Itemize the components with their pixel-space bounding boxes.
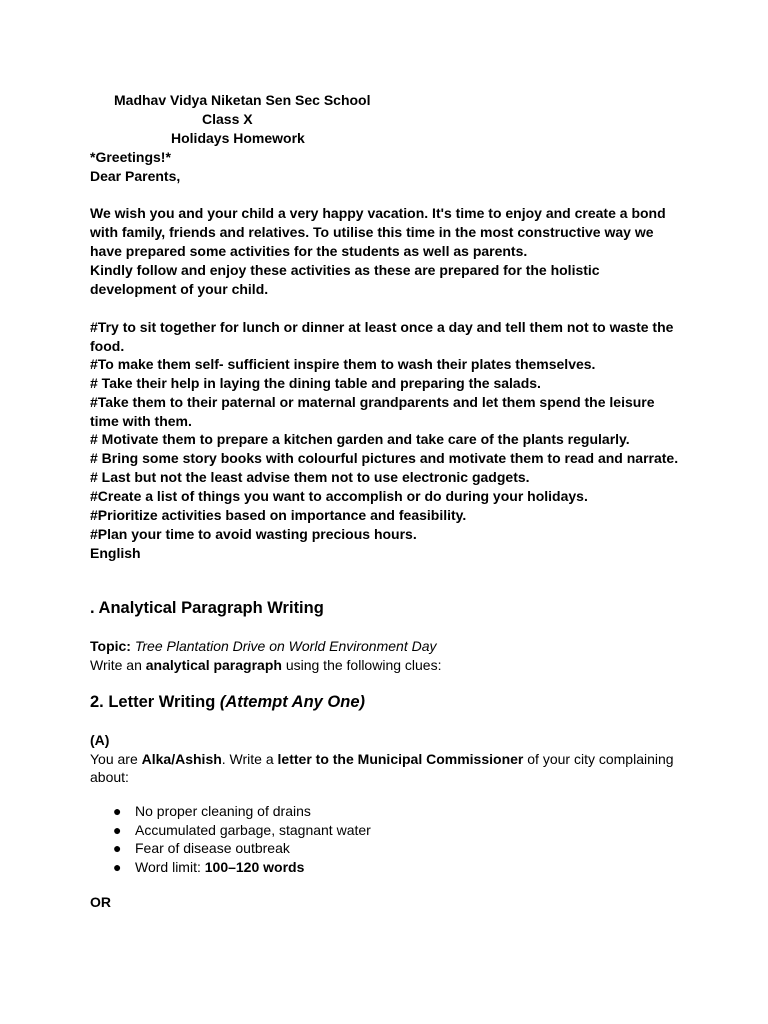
activity-line: #To make them self- sufficient inspire them to wash their plates themselves. [90, 356, 596, 372]
section-heading-letter [90, 693, 365, 712]
instruction-text: using the following clues: [281, 657, 442, 673]
task-name: Alka/Ashish [141, 751, 222, 767]
task-text: of your city complaining [523, 751, 674, 767]
topic-line [90, 637, 437, 656]
school-name: Madhav Vidya Niketan Sen Sec School [114, 92, 371, 108]
activity-line: # Last but not the least advise them not to use electronic gadgets. [90, 469, 530, 485]
document-title: Holidays Homework [171, 130, 305, 146]
topic-label: Topic: [90, 638, 131, 654]
list-item-word-limit [135, 858, 304, 877]
intro-line: have prepared some activities for the students as well as parents. [90, 243, 528, 259]
activity-line: #Try to sit together for lunch or dinner at least once a day and tell them not to waste the [90, 319, 674, 335]
bullet-marker: ● [113, 822, 122, 838]
activity-line: food. [90, 338, 125, 354]
list-item: Fear of disease outbreak [135, 840, 290, 856]
word-limit-value: 100–120 words [204, 859, 305, 875]
activity-line: #Plan your time to avoid wasting precious hours. [90, 526, 417, 542]
list-item: Accumulated garbage, stagnant water [135, 822, 371, 838]
subject-label: English [90, 545, 141, 561]
intro-line: Kindly follow and enjoy these activities as these are prepared for the holistic [90, 262, 600, 278]
activity-line: #Create a list of things you want to accomplish or do during your holidays. [90, 488, 588, 504]
greeting: *Greetings!* [90, 149, 171, 165]
bullet-marker: ● [113, 803, 122, 819]
word-limit-label: Word limit: [135, 859, 205, 875]
class-title: Class X [202, 111, 253, 127]
or-separator: OR [90, 894, 111, 910]
task-line-continued: about: [90, 769, 129, 785]
letter-heading-note: (Attempt Any One) [219, 693, 366, 711]
instruction-text: Write an [90, 657, 146, 673]
activity-line: # Bring some story books with colourful pictures and motivate them to read and narrate. [90, 450, 679, 466]
intro-line: development of your child. [90, 281, 269, 297]
task-text: . Write a [221, 751, 278, 767]
instruction-emphasis: analytical paragraph [145, 657, 282, 673]
intro-line: with family, friends and relatives. To utilise this time in the most constructive way we [90, 224, 654, 240]
list-item: No proper cleaning of drains [135, 803, 311, 819]
bullet-marker: ● [113, 859, 122, 875]
task-text: You are [90, 751, 142, 767]
activity-line: #Prioritize activities based on importance and feasibility. [90, 507, 467, 523]
task-recipient: letter to the Municipal Commissioner [277, 751, 524, 767]
activity-line: time with them. [90, 413, 192, 429]
task-line [90, 750, 674, 769]
option-a-label: (A) [90, 732, 110, 748]
activity-line: # Take their help in laying the dining table and preparing the salads. [90, 375, 541, 391]
salutation: Dear Parents, [90, 168, 181, 184]
activity-line: # Motivate them to prepare a kitchen garden and take care of the plants regularly. [90, 431, 630, 447]
intro-line: We wish you and your child a very happy vacation. It's time to enjoy and create a bond [90, 205, 666, 221]
topic-value: Tree Plantation Drive on World Environment Day [134, 638, 437, 654]
bullet-marker: ● [113, 840, 122, 856]
section-heading-analytical: . Analytical Paragraph Writing [90, 599, 324, 617]
letter-heading-text: 2. Letter Writing [90, 693, 220, 711]
instruction-line [90, 656, 441, 675]
activity-line: #Take them to their paternal or maternal grandparents and let them spend the leisure [90, 394, 655, 410]
